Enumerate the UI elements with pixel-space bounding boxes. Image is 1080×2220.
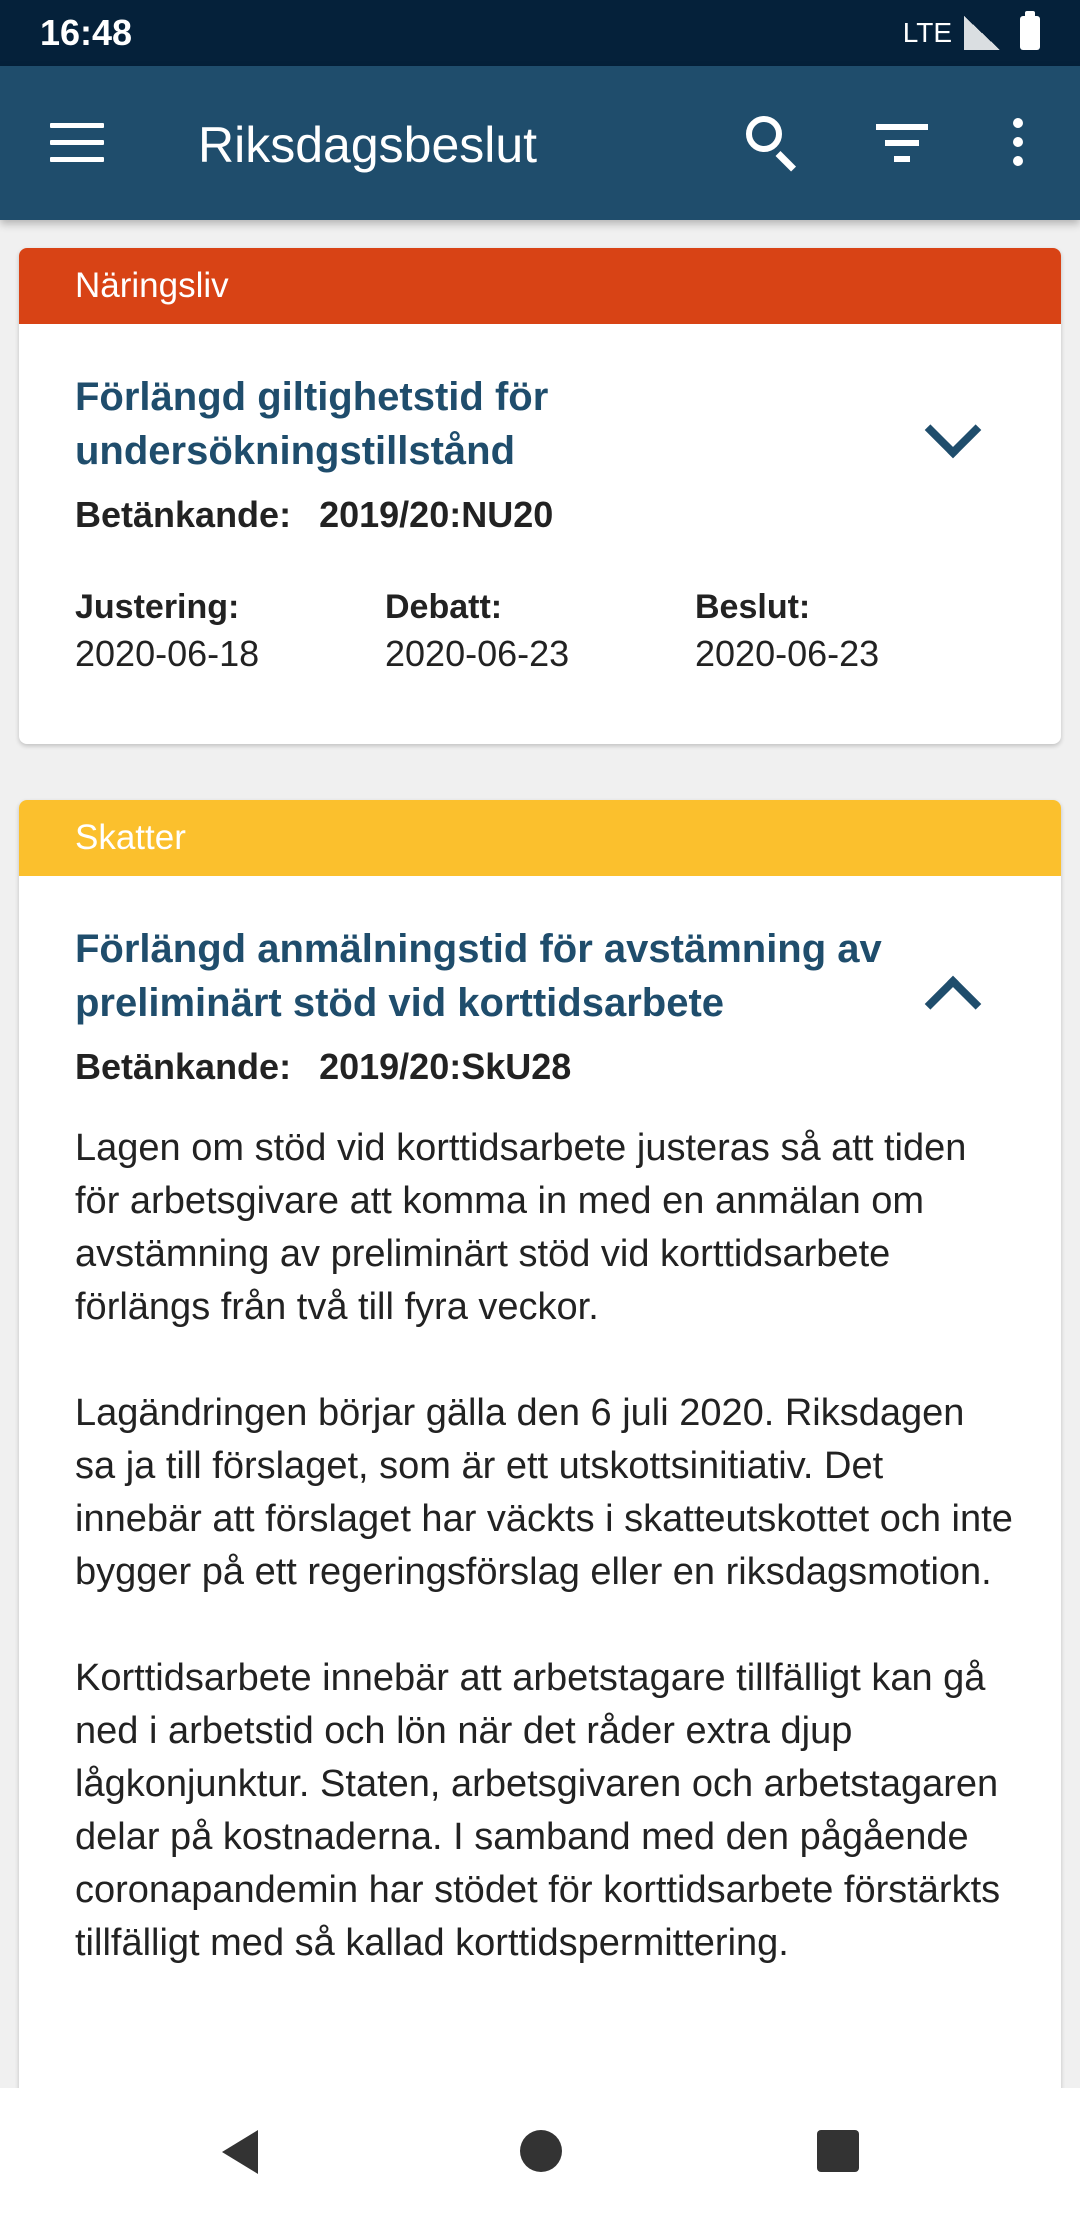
decision-card[interactable] xyxy=(19,800,1061,2100)
date-beslut xyxy=(695,588,1005,675)
description-paragraph: Korttidsarbete innebär att arbetstagare tillfälligt kan gå ned i arbetstid och lön när det råder extra djup lågkonjunktur. Staten, arbetsgivaren och arbetstagaren delar på kostnaderna. I samband med den pågående coronapandemin har stödet för korttidsarbete förstärkts tillfälligt med så kallad korttidspermittering. xyxy=(75,1657,1001,1964)
betankande-label: Betänkande: xyxy=(75,1046,292,1087)
battery-icon xyxy=(1020,16,1040,50)
date-value: 2020-06-23 xyxy=(695,633,880,674)
betankande-value: 2019/20:SkU28 xyxy=(319,1046,572,1087)
category-header: Skatter xyxy=(19,800,1061,876)
recents-icon[interactable] xyxy=(817,2130,859,2172)
betankande-value: 2019/20:NU20 xyxy=(319,494,554,535)
date-label: Debatt: xyxy=(385,588,503,626)
description-paragraph: Lagändringen börjar gälla den 6 juli 2020. Riksdagen sa ja till förslaget, som är ett utskottsinitiativ. Det innebär att förslaget har väckts i skatteutskottet och inte bygger på ett regeringsförslag eller en riksdagsmotion. xyxy=(75,1392,1013,1593)
date-justering xyxy=(75,588,385,675)
betankande-label: Betänkande: xyxy=(75,494,292,535)
decision-title[interactable]: Förlängd anmälningstid för avstämning av preliminärt stöd vid korttidsarbete xyxy=(75,927,882,1025)
app-bar xyxy=(0,66,1080,220)
category-header: Näringsliv xyxy=(19,248,1061,324)
date-label: Beslut: xyxy=(695,588,811,626)
date-value: 2020-06-18 xyxy=(75,633,260,674)
menu-icon[interactable] xyxy=(50,123,104,163)
home-icon[interactable] xyxy=(520,2130,562,2172)
status-bar xyxy=(0,0,1080,66)
chevron-up-icon[interactable] xyxy=(925,976,982,1033)
page-title: Riksdagsbeslut xyxy=(198,117,538,173)
decision-title[interactable]: Förlängd giltighetstid för undersökningstillstånd xyxy=(75,375,549,473)
signal-icon xyxy=(964,16,1000,50)
status-icons xyxy=(903,16,1040,50)
date-value: 2020-06-23 xyxy=(385,633,570,674)
system-navigation-bar xyxy=(0,2088,1080,2220)
dates-row xyxy=(75,588,1005,675)
filter-icon[interactable] xyxy=(876,124,928,166)
date-label: Justering: xyxy=(75,588,240,626)
back-icon[interactable] xyxy=(222,2130,258,2174)
network-type: LTE xyxy=(902,17,952,48)
chevron-down-icon[interactable] xyxy=(925,402,982,459)
betankande xyxy=(75,494,1005,536)
decision-card[interactable] xyxy=(19,248,1061,744)
more-options-icon[interactable] xyxy=(1008,118,1028,170)
search-icon[interactable] xyxy=(744,114,800,170)
description-paragraph: Lagen om stöd vid korttidsarbete justeras så att tiden för arbetsgivare att komma in med en anmälan om avstämning av preliminärt stöd vid korttidsarbete förlängs från två till fyra veckor. xyxy=(75,1127,967,1328)
betankande xyxy=(75,1046,1005,1088)
status-time: 16:48 xyxy=(40,12,133,53)
date-debatt xyxy=(385,588,695,675)
decision-description xyxy=(75,1122,1015,1970)
